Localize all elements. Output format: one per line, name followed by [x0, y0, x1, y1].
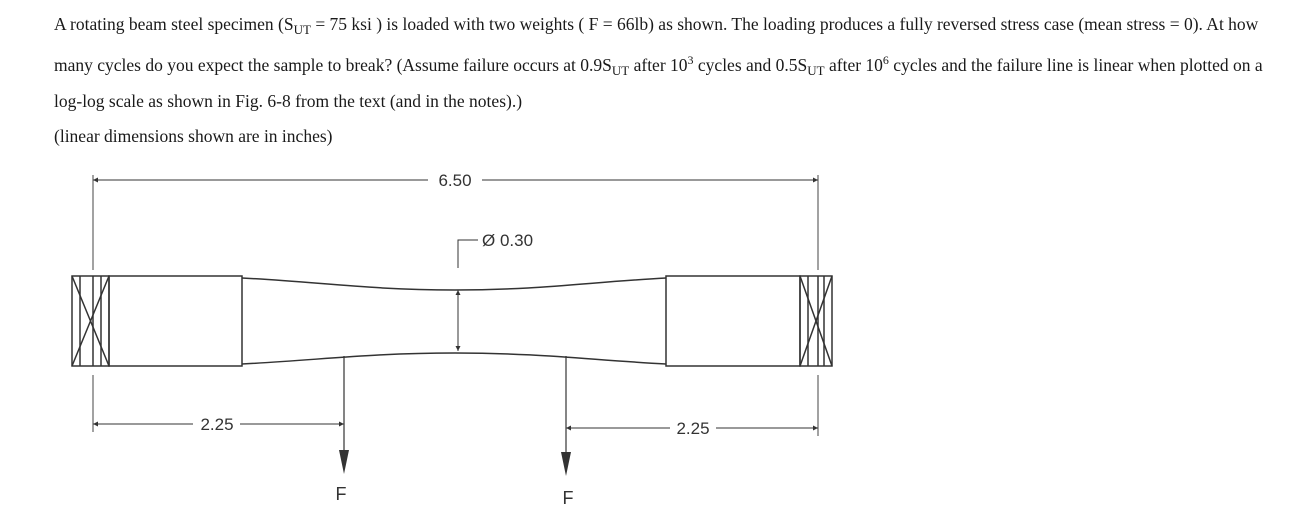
dimension-overall-label: 6.50 — [438, 171, 472, 190]
load-right-arrow-icon — [561, 452, 571, 476]
specimen-body — [72, 276, 832, 366]
dimension-diameter-label: Ø 0.30 — [482, 231, 534, 250]
load-left — [336, 356, 350, 504]
dimension-diameter — [458, 231, 533, 351]
dimension-right-label: 2.25 — [676, 419, 710, 438]
units-note: (linear dimensions shown are in inches) — [54, 126, 333, 146]
dimension-overall — [93, 171, 818, 190]
load-left-arrow-icon — [339, 450, 349, 474]
load-right-label: F — [562, 488, 574, 508]
extension-lines — [93, 175, 818, 436]
dimension-left-label: 2.25 — [200, 415, 234, 434]
dimension-left — [93, 415, 344, 434]
problem-text: A rotating beam steel specimen ($S_{UT} = 75$ ksi ) is loaded with two weights ( F = 66lb) as shown. The loading produces a fully reversed stress case (mean stress = 0). At how many cycles do you expect the sample to break? (Assume failure occurs at $0.9S_{UT}$ after $10^3$ cycles and $0.5S_{UT}$ after $10^6$ cycles and the failure line is linear when plotted on a log-log scale as shown in Fig. 6-8 from the text (and in the notes).) — [54, 14, 1263, 111]
load-left-label: F — [335, 484, 347, 504]
load-right — [561, 356, 574, 508]
dimension-right — [566, 419, 818, 438]
